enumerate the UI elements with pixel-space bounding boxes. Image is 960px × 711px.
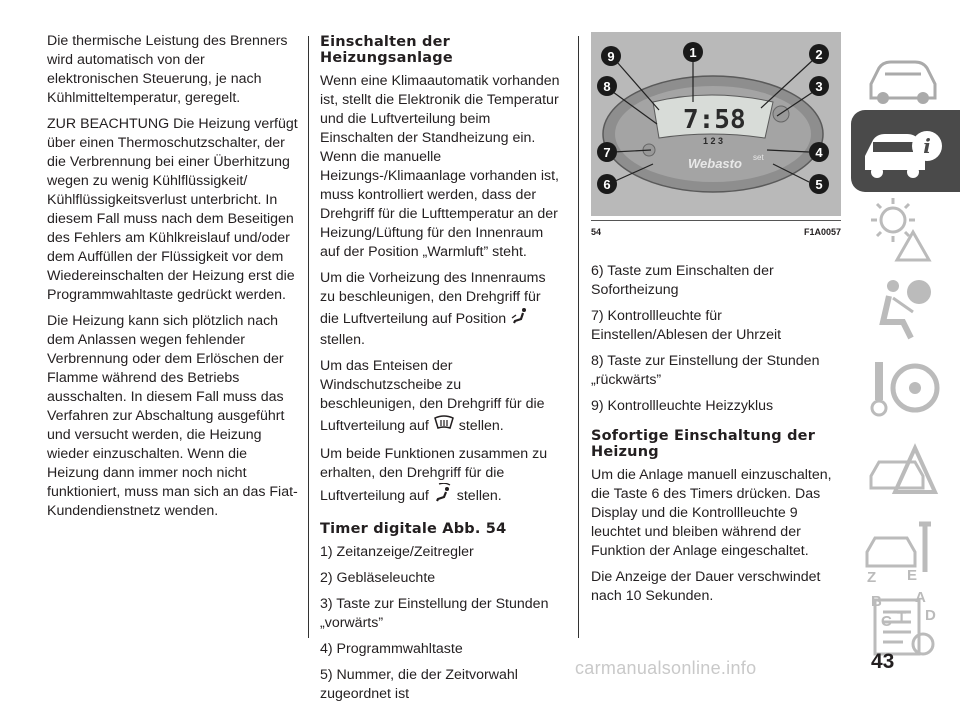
index-letter: A [915, 589, 926, 606]
car-info-icon [861, 116, 947, 188]
tab-safety[interactable] [851, 268, 960, 350]
list-item: 4) Programmwahltaste [320, 641, 463, 657]
paragraph: Die Anzeige der Dauer verschwindet nach 10 Sekunden. [591, 569, 821, 604]
page-number: 43 [871, 650, 895, 673]
tab-lights-warnings[interactable] [851, 188, 960, 270]
brand-label: Webasto [688, 156, 742, 171]
tab-index[interactable] [851, 560, 960, 634]
tab-starting-driving[interactable] [851, 348, 960, 430]
column-divider [578, 36, 579, 638]
figure-number: 54 [591, 227, 602, 237]
paragraph [320, 445, 560, 509]
program-digits: 1 2 3 [703, 136, 724, 146]
callout-6: 6 [603, 177, 611, 192]
car-dashboard-icon [863, 44, 943, 114]
index-letter: B [871, 593, 882, 610]
index-letter: C [881, 613, 892, 630]
text: stellen. [458, 417, 504, 434]
list-item: 5) Nummer, die der Zeitvorwahl zugeordnet ist [320, 667, 518, 702]
figure-code: F1A0057 [803, 227, 841, 237]
light-warning-icon [863, 192, 943, 264]
set-label: set [753, 153, 764, 162]
info-letter: i [923, 134, 931, 158]
paragraph [320, 357, 560, 438]
list-item: 6) Taste zum Einschalten der Sofortheizung [591, 263, 774, 298]
callout-4: 4 [815, 145, 823, 160]
callout-1: 1 [689, 45, 697, 60]
alphabet-index-icon [859, 560, 949, 632]
windshield-defrost-icon [433, 414, 455, 438]
paragraph: Um die Anlage manuell einzuschalten, die Taste 6 des Timers drücken. Das Display und die Kontrollleuchte 9 leuchtet und bleiben während der Funktion der Anlage eingeschaltet. [591, 467, 832, 559]
watermark: carmanualsonline.info [575, 658, 757, 678]
column-2 [320, 34, 560, 711]
text: stellen. [320, 332, 365, 348]
airbag-seat-icon [863, 272, 943, 344]
index-letter: D [925, 607, 936, 624]
figure-caption [591, 220, 841, 242]
column-divider [308, 36, 309, 638]
column-1 [47, 32, 299, 528]
timer-figure [591, 32, 841, 216]
section-heading: Einschalten der Heizungsanlage [320, 34, 453, 66]
paragraph: Die Heizung kann sich plötzlich nach dem Anlassen wegen fehlender Verbrennung oder dem Erlöschen der Flamme während des Betriebs ausschalten. In diesem Fall muss das Verfahren zur Abschaltung ausgeführt und versucht werden, die Heizung wieder einzuschalten. Wenn die Heizung dann immer noch nicht funktioniert, muss man sich an das Fiat-Kundendienstnetz wenden. [47, 313, 298, 519]
callout-8: 8 [603, 79, 611, 94]
list-item: 2) Gebläseleuchte [320, 570, 436, 586]
text: Um das Enteisen der Windschutzscheibe zu beschleunigen, den Drehgriff für die Luftverteilung auf [320, 358, 545, 434]
text: stellen. [456, 487, 502, 504]
list-item: 3) Taste zur Einstellung der Stunden „vorwärts” [320, 596, 549, 631]
column-3 [591, 32, 841, 613]
air-feet-windshield-icon [433, 483, 453, 509]
tab-dashboard[interactable] [851, 38, 960, 120]
list-item: 7) Kontrollleuchte für Einstellen/Ablesen der Uhrzeit [591, 308, 782, 343]
callout-2: 2 [815, 47, 823, 62]
breakdown-triangle-icon [863, 432, 943, 504]
steering-tools-icon [863, 352, 943, 424]
warning-paragraph: ZUR BEACHTUNG Die Heizung verfügt über einen Thermoschutzschalter, der die Verbrennung bei einer Überhitzung wegen zu wenig Kühlflüssigkeit/ Kühlflüssigkeitsverlust unterbricht. In diesem Fall muss nach dem Beseitigen des Fehlers am Kühlkreislauf und/oder dem Auffüllen der Flüssigkeit vor dem Wiedereinschalten der Heizung erst die Programmwahltaste gedrückt werden. [47, 116, 298, 303]
air-feet-icon [510, 307, 530, 331]
callout-9: 9 [607, 49, 615, 64]
section-heading: Timer digitale Abb. 54 [320, 521, 507, 537]
text: Um beide Funktionen zusammen zu erhalten, den Drehgriff für die Luftverteilung auf [320, 446, 548, 504]
tab-emergency[interactable] [851, 428, 960, 510]
section-heading: Sofortige Einschaltung der Heizung [591, 428, 816, 460]
list-item: 1) Zeitanzeige/Zeitregler [320, 544, 474, 560]
index-letter: E [907, 567, 918, 584]
display-time: 7:58 [683, 105, 746, 135]
tab-car-info[interactable] [851, 110, 960, 192]
paragraph: Wenn eine Klimaautomatik vorhanden ist, stellt die Elektronik die Temperatur und die Luftverteilung beim Einschalten der Standheizung ein. Wenn die manuelle Heizungs-/Klimaanlage vorhanden ist, muss kontrolliert werden, dass der Drehgriff für die Lufttemperatur an der Heizung/Lüftung für den Innenraum auf der Position „Warmluft” steht. [320, 73, 560, 260]
paragraph [320, 269, 560, 350]
callout-7: 7 [603, 145, 611, 160]
timer-illustration [591, 32, 841, 216]
callout-5: 5 [815, 177, 823, 192]
callout-3: 3 [815, 79, 823, 94]
text: Um die Vorheizung des Innenraums zu beschleunigen, den Drehgriff für die Luftverteilung auf Position [320, 270, 546, 327]
list-item: 9) Kontrollleuchte Heizzyklus [591, 398, 774, 414]
paragraph: Die thermische Leistung des Brenners wird automatisch von der elektronischen Steuerung, je nach Kühlmitteltemperatur, geregelt. [47, 33, 288, 106]
index-letter: T [897, 609, 907, 626]
index-letter: Z [867, 569, 877, 586]
list-item: 8) Taste zur Einstellung der Stunden „rückwärts” [591, 353, 820, 388]
